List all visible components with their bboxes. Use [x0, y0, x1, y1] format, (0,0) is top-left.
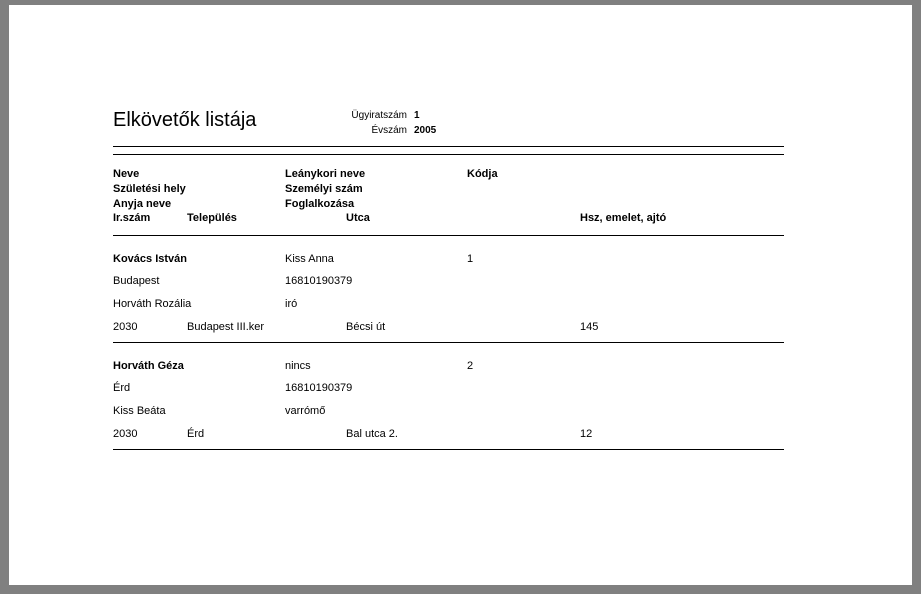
header-house: Hsz, emelet, ajtó — [580, 212, 667, 224]
report-page — [9, 5, 912, 585]
header-birthplace: Születési hely — [113, 183, 186, 195]
header-personal-id: Személyi szám — [285, 183, 363, 195]
year-value: 2005 — [414, 125, 437, 136]
record-name: Horváth Géza — [113, 360, 184, 372]
report-title: Elkövetők listája — [113, 109, 257, 131]
record-2-rule — [113, 449, 784, 450]
header-name: Neve — [113, 168, 140, 180]
header-city: Település — [187, 212, 237, 224]
record-city: Budapest III.ker — [187, 321, 265, 333]
record-maiden-name: Kiss Anna — [285, 253, 334, 265]
header-rule-top — [113, 146, 784, 147]
record-birthplace: Budapest — [113, 275, 160, 287]
case-number-label: Ügyiratszám — [351, 110, 407, 121]
header-zip: Ir.szám — [113, 212, 151, 224]
record-street: Bal utca 2. — [346, 428, 398, 440]
record-zip: 2030 — [113, 428, 138, 440]
record-house: 145 — [580, 321, 599, 333]
record-occupation: varrómő — [285, 405, 326, 417]
record-maiden-name: nincs — [285, 360, 311, 372]
record-1-rule — [113, 342, 784, 343]
record-name: Kovács István — [113, 253, 187, 265]
record-code: 2 — [467, 360, 474, 372]
record-occupation: iró — [285, 298, 298, 310]
header-maiden-name: Leánykori neve — [285, 168, 366, 180]
record-zip: 2030 — [113, 321, 138, 333]
case-number-value: 1 — [414, 110, 420, 121]
header-rule-bottom — [113, 235, 784, 236]
record-personal-id: 16810190379 — [285, 275, 353, 287]
header-mother-name: Anyja neve — [113, 198, 172, 210]
record-city: Érd — [187, 428, 205, 440]
record-birthplace: Érd — [113, 382, 131, 394]
record-street: Bécsi út — [346, 321, 386, 333]
record-house: 12 — [580, 428, 593, 440]
header-occupation: Foglalkozása — [285, 198, 355, 210]
header-code: Kódja — [467, 168, 498, 180]
year-label: Évszám — [371, 125, 407, 136]
record-personal-id: 16810190379 — [285, 382, 353, 394]
header-rule-second — [113, 154, 784, 155]
header-street: Utca — [346, 212, 370, 224]
record-mother-name: Kiss Beáta — [113, 405, 166, 417]
record-mother-name: Horváth Rozália — [113, 298, 192, 310]
record-code: 1 — [467, 253, 474, 265]
